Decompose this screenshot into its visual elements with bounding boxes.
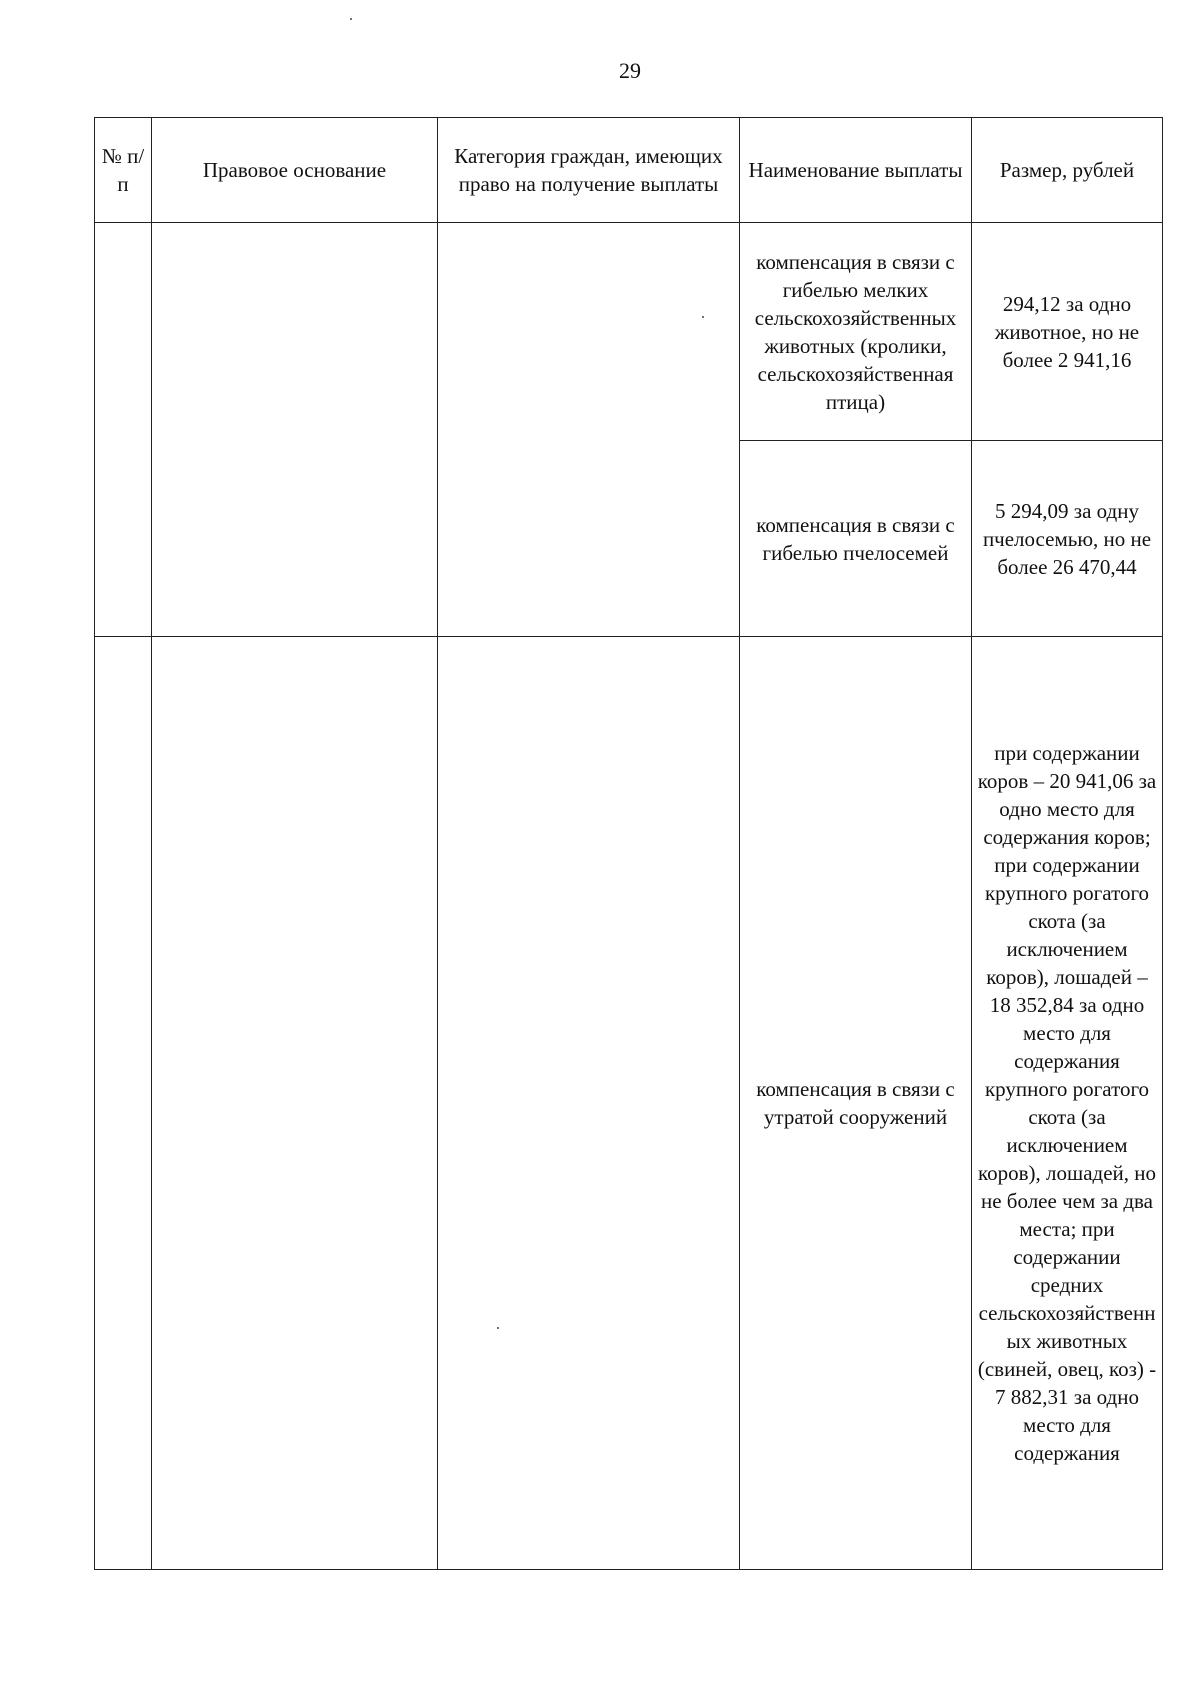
cell-legal-basis	[152, 637, 438, 1570]
cell-amount: при содержании коров – 20 941,06 за одно место для содержания коров; при содержании крупного рогатого скота (за исключением коров), лошадей – 18 352,84 за одно место для содержания крупного рогатого скота (за исключением коров), лошадей, но не более чем за два места; при содержании средних сельскохозяйственных животных (свиней, овец, коз) - 7 882,31 за одно место для содержания	[972, 637, 1163, 1570]
header-num: № п/п	[95, 118, 152, 223]
cell-amount: 5 294,09 за одну пчелосемью, но не более 26 470,44	[972, 441, 1163, 637]
header-payment-name: Наименование выплаты	[740, 118, 972, 223]
table-row	[95, 223, 1163, 441]
page-number: 29	[619, 58, 641, 83]
payments-table	[94, 117, 1163, 1570]
table-header-row	[95, 118, 1163, 223]
header-citizen-category: Категория граждан, имеющих право на получение выплаты	[438, 118, 740, 223]
cell-amount: 294,12 за одно животное, но не более 2 941,16	[972, 223, 1163, 441]
cell-payment-name: компенсация в связи с гибелью пчелосемей	[740, 441, 972, 637]
cell-citizen-category	[438, 637, 740, 1570]
cell-legal-basis	[152, 223, 438, 637]
header-legal-basis: Правовое основание	[152, 118, 438, 223]
header-amount: Размер, рублей	[972, 118, 1163, 223]
cell-citizen-category	[438, 223, 740, 637]
cell-num	[95, 637, 152, 1570]
cell-num	[95, 223, 152, 637]
scan-speck	[350, 18, 352, 20]
cell-payment-name: компенсация в связи с утратой сооружений	[740, 637, 972, 1570]
cell-payment-name: компенсация в связи с гибелью мелких сельскохозяйственных животных (кролики, сельскохозяйственная птица)	[740, 223, 972, 441]
table-row	[95, 637, 1163, 1570]
